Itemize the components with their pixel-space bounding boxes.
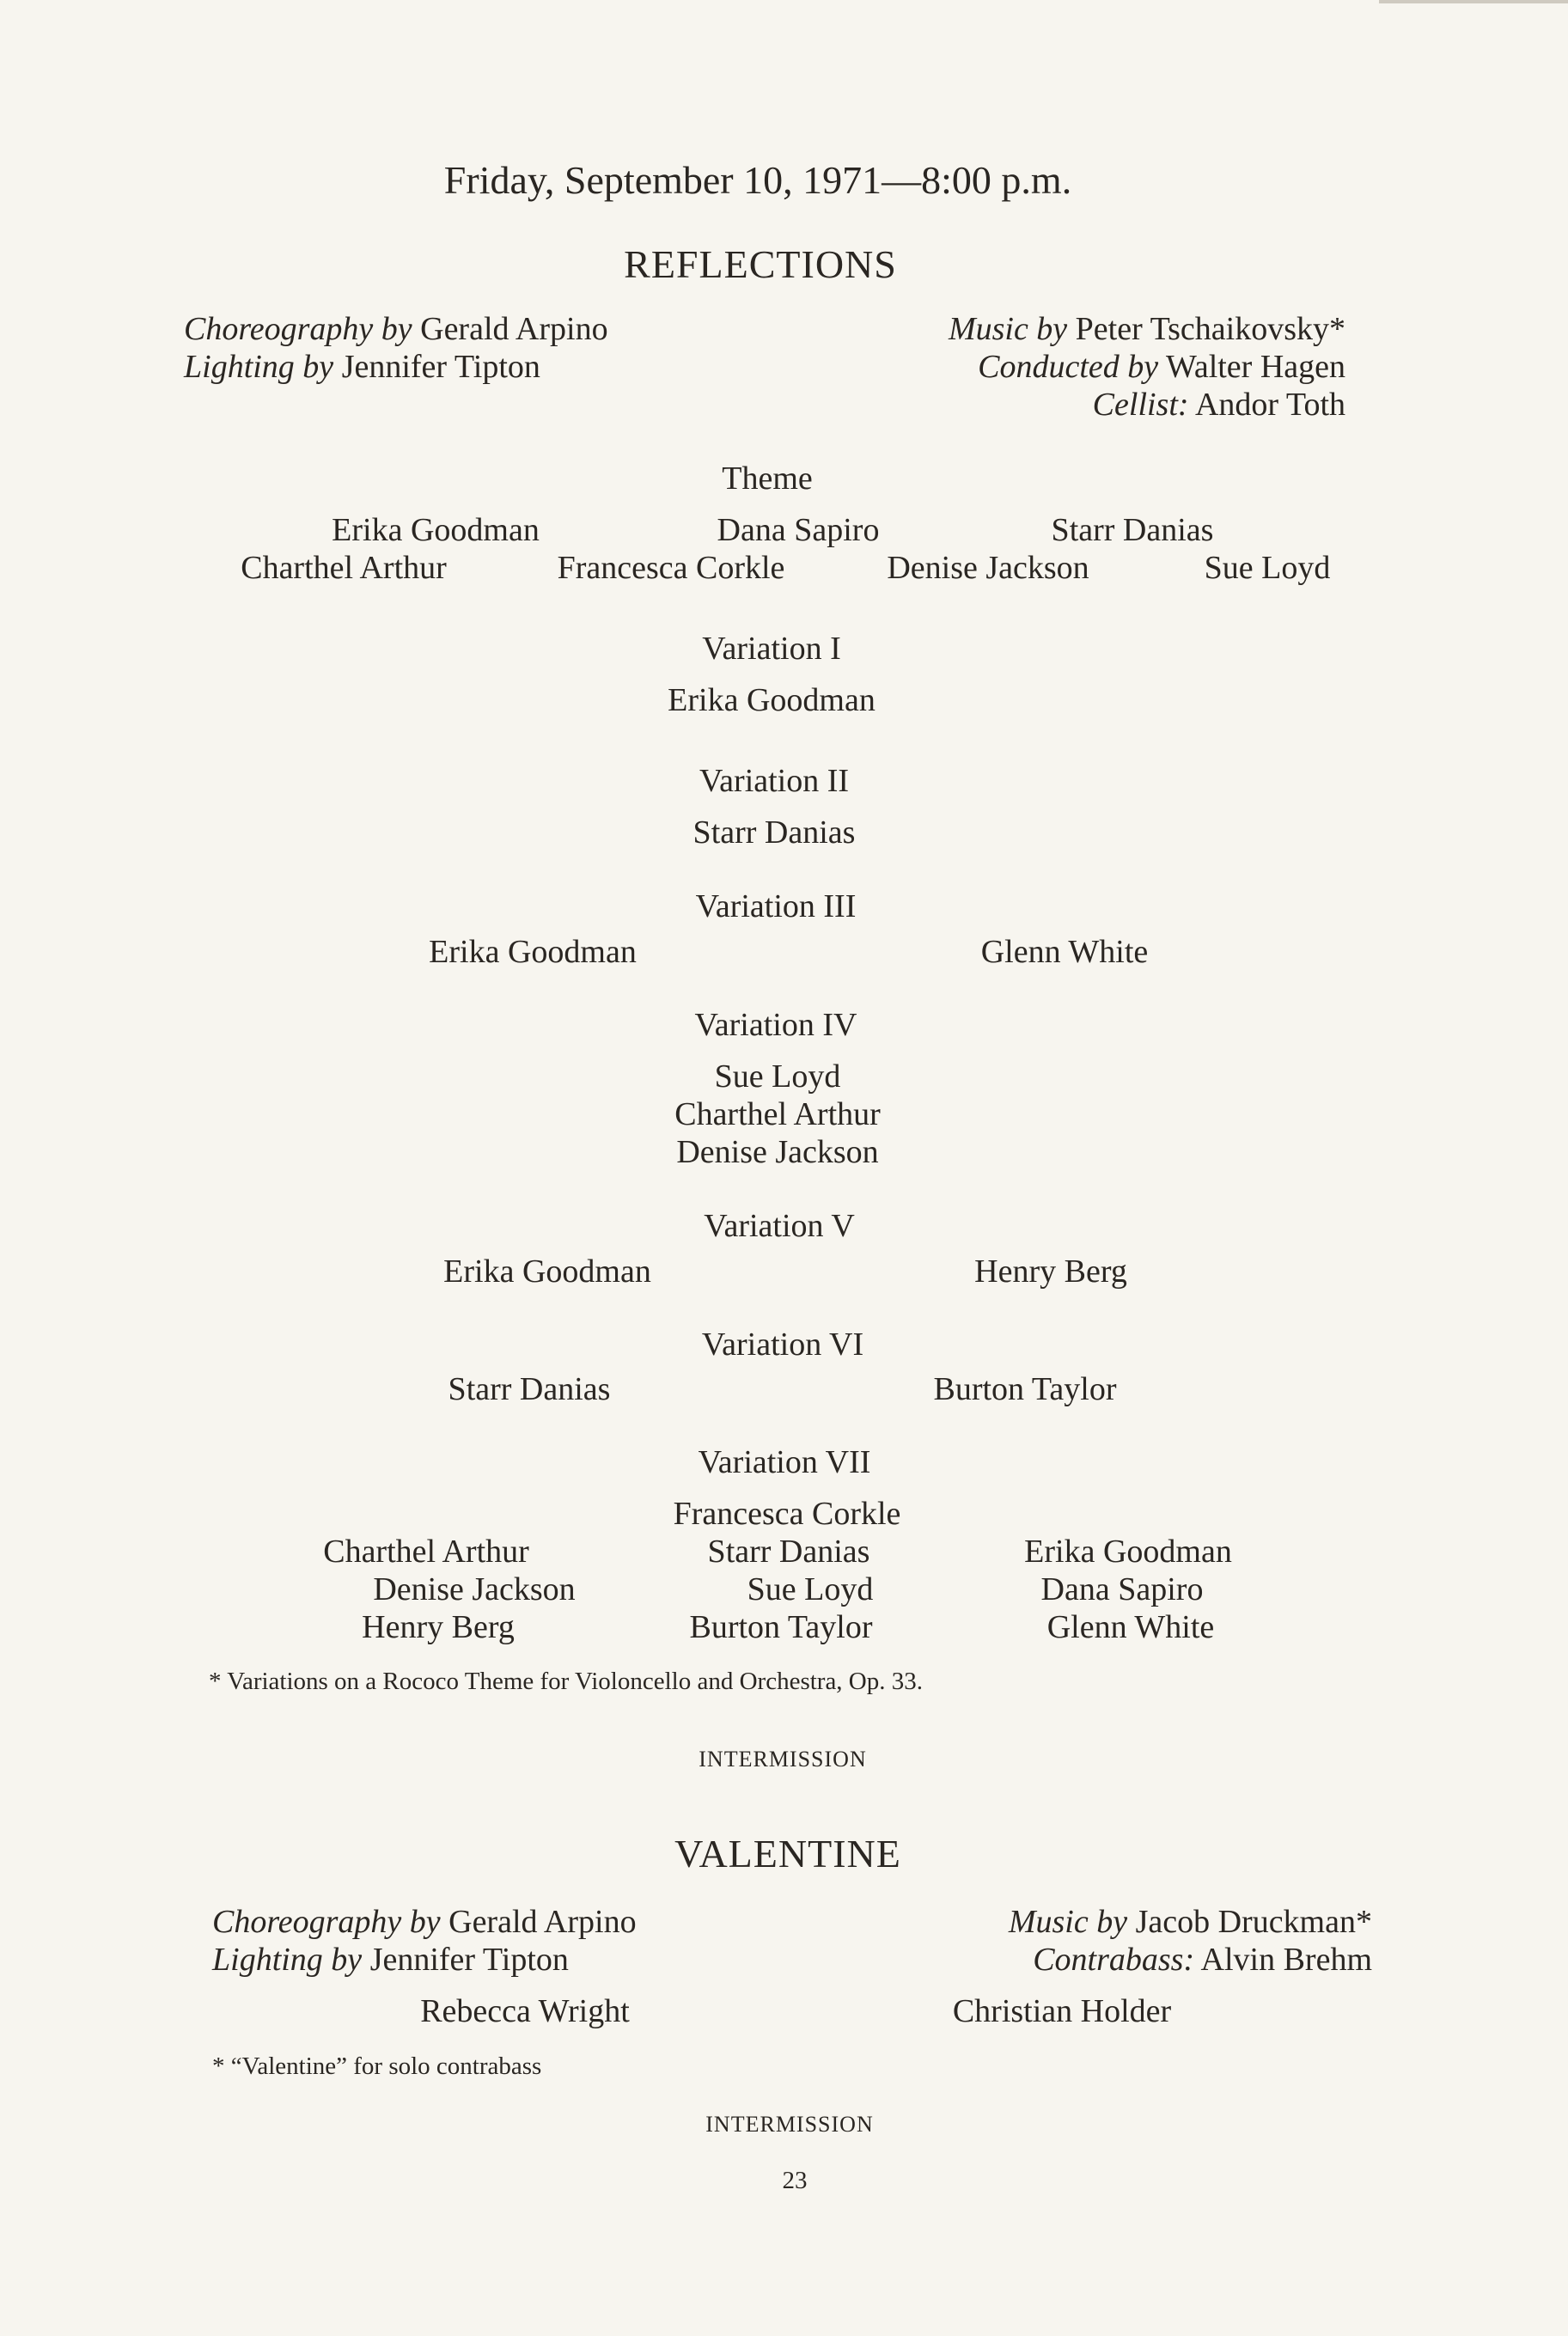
theme-dancer: Denise Jackson (887, 550, 1089, 586)
variation-5-heading: Variation V (704, 1208, 855, 1244)
theme-dancer: Charthel Arthur (241, 550, 447, 586)
theme-dancer: Dana Sapiro (717, 512, 880, 548)
variation-6-heading: Variation VI (701, 1327, 864, 1363)
variation-4-dancer: Charthel Arthur (674, 1096, 881, 1132)
variation-7-dancer: Denise Jackson (373, 1571, 576, 1607)
variation-7-dancer: Dana Sapiro (1040, 1571, 1204, 1607)
variation-6-dancer: Burton Taylor (933, 1371, 1117, 1407)
credit-role: Cellist: (1092, 387, 1189, 423)
variation-5-dancer: Henry Berg (974, 1253, 1127, 1290)
variation-3-heading: Variation III (695, 888, 857, 924)
credit-role: Lighting by (184, 349, 334, 385)
credit-name: Alvin Brehm (1200, 1942, 1372, 1978)
valentine-credit-contrabass (1033, 1943, 1372, 1976)
reflections-credit-conductor (978, 351, 1345, 383)
valentine-footnote: * “Valentine” for solo contrabass (212, 2052, 542, 2080)
variation-3-dancer: Glenn White (980, 934, 1149, 970)
variation-2-heading: Variation II (699, 763, 850, 799)
variation-3-dancer: Erika Goodman (429, 934, 637, 970)
page-edge (1379, 0, 1568, 3)
reflections-credit-music (949, 313, 1345, 345)
credit-name: Andor Toth (1194, 387, 1345, 423)
theme-dancer: Francesca Corkle (557, 550, 785, 586)
theme-heading: Theme (722, 460, 813, 497)
variation-7-dancer: Charthel Arthur (323, 1534, 529, 1570)
intermission-2: INTERMISSION (705, 2112, 874, 2137)
valentine-dancer: Christian Holder (952, 1993, 1172, 2029)
reflections-credit-lighting (184, 351, 540, 383)
variation-4-dancer: Sue Loyd (714, 1058, 841, 1095)
variation-7-heading: Variation VII (698, 1444, 871, 1480)
variation-7-dancer: Glenn White (1046, 1609, 1215, 1645)
reflections-credit-choreography (184, 313, 608, 345)
intermission-1: INTERMISSION (699, 1747, 867, 1772)
credit-name: Walter Hagen (1166, 349, 1345, 385)
variation-7-dancer-top: Francesca Corkle (673, 1496, 901, 1532)
variation-5-dancer: Erika Goodman (443, 1253, 651, 1290)
date-line: Friday, September 10, 1971—8:00 p.m. (443, 158, 1072, 202)
credit-role: Conducted by (978, 349, 1159, 385)
reflections-title: REFLECTIONS (624, 242, 897, 286)
theme-dancer: Erika Goodman (332, 512, 540, 548)
variation-7-dancer: Henry Berg (362, 1609, 515, 1645)
valentine-credit-music (1009, 1906, 1372, 1938)
variation-1-heading: Variation I (702, 631, 841, 667)
valentine-title: VALENTINE (674, 1832, 901, 1876)
reflections-credit-cellist (1093, 388, 1345, 421)
page-number: 23 (782, 2167, 808, 2194)
credit-name: Jennifer Tipton (341, 349, 540, 385)
variation-7-dancer: Erika Goodman (1024, 1534, 1232, 1570)
valentine-credit-lighting (212, 1943, 569, 1976)
credit-role: Lighting by (212, 1942, 363, 1978)
credit-name: Gerald Arpino (420, 311, 608, 347)
variation-7-dancer: Starr Danias (707, 1534, 870, 1570)
variation-4-dancer: Denise Jackson (676, 1134, 879, 1170)
theme-dancer: Sue Loyd (1204, 550, 1331, 586)
credit-role: Choreography by (212, 1904, 441, 1940)
valentine-credit-choreography (212, 1906, 637, 1938)
credit-role: Choreography by (184, 311, 412, 347)
variation-7-dancer: Burton Taylor (689, 1609, 873, 1645)
credit-name: Peter Tschaikovsky* (1075, 311, 1345, 347)
variation-7-dancer: Sue Loyd (747, 1571, 874, 1607)
variation-2-dancer: Starr Danias (692, 814, 856, 851)
variation-4-heading: Variation IV (694, 1007, 857, 1043)
credit-role: Music by (1008, 1904, 1128, 1940)
credit-name: Gerald Arpino (448, 1904, 637, 1940)
variation-1-dancer: Erika Goodman (668, 682, 876, 718)
credit-name: Jacob Druckman* (1135, 1904, 1372, 1940)
variation-6-dancer: Starr Danias (448, 1371, 611, 1407)
credit-role: Contrabass: (1033, 1942, 1195, 1978)
reflections-footnote: * Variations on a Rococo Theme for Violoncello and Orchestra, Op. 33. (209, 1668, 924, 1695)
valentine-dancer: Rebecca Wright (420, 1993, 630, 2029)
theme-dancer: Starr Danias (1051, 512, 1214, 548)
credit-role: Music by (948, 311, 1068, 347)
credit-name: Jennifer Tipton (369, 1942, 569, 1978)
